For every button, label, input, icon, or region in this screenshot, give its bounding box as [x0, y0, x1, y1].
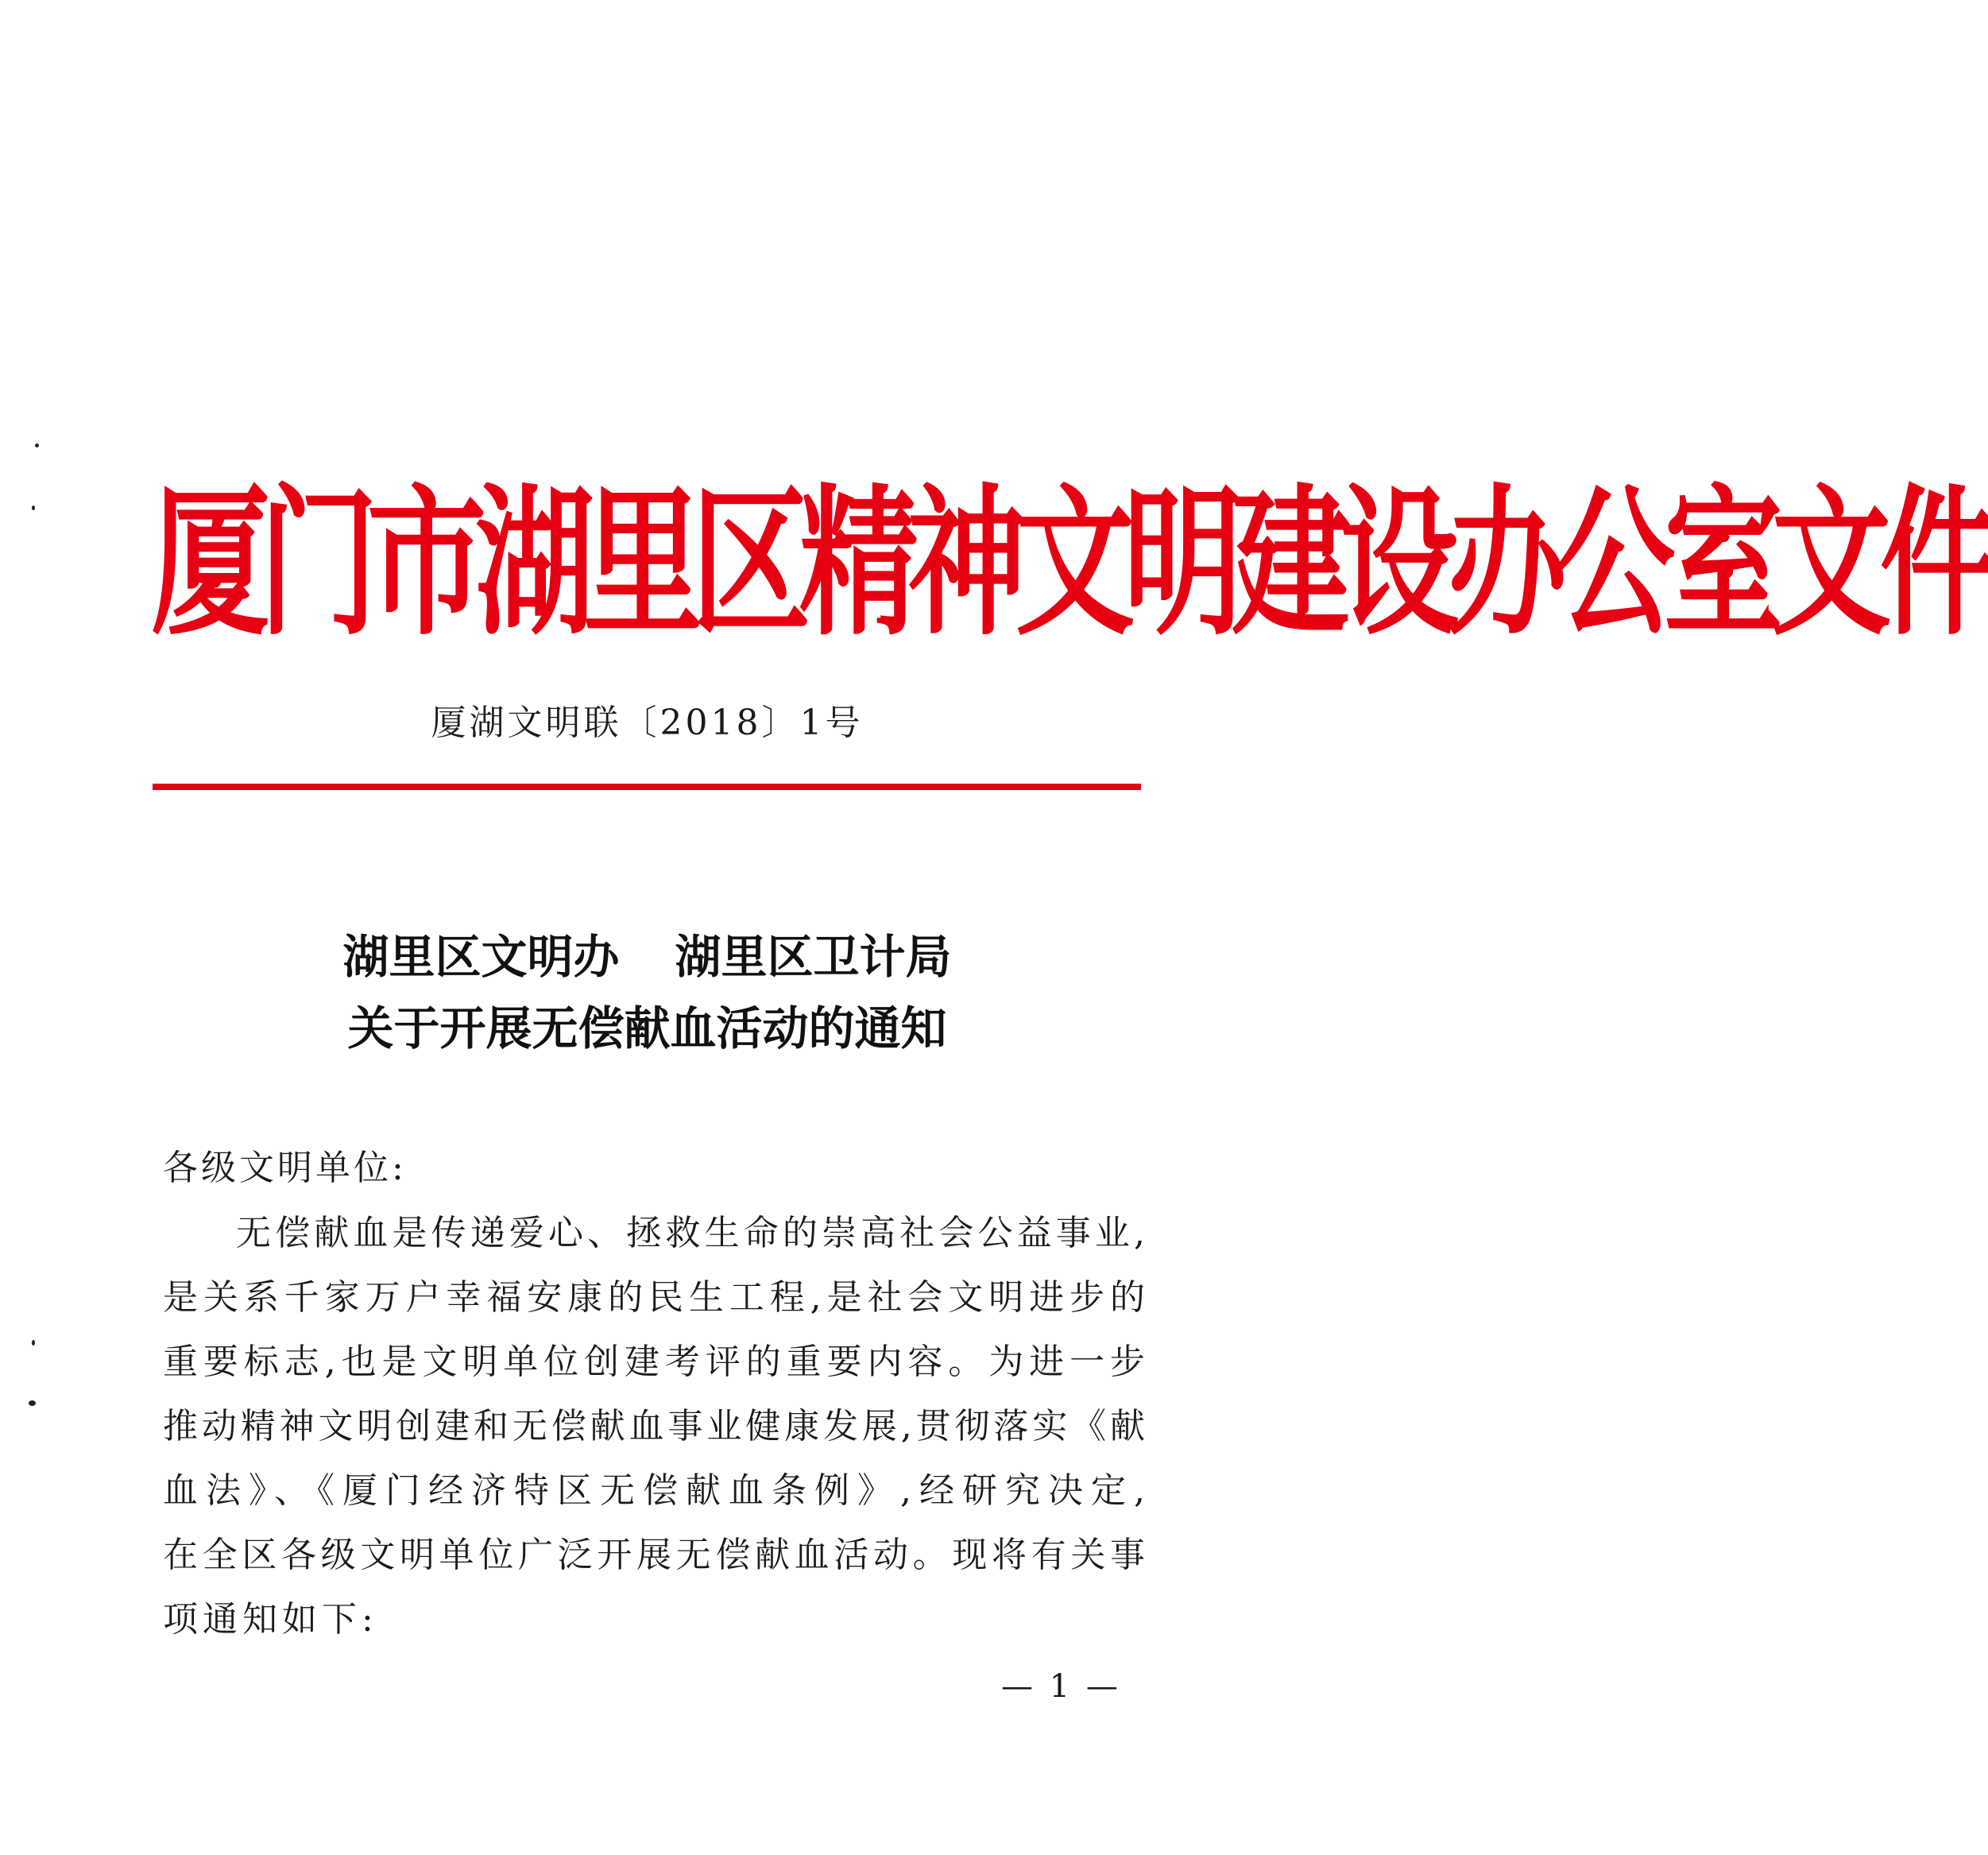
body-line: 项通知如下:: [163, 1599, 378, 1640]
notice-title-subject: 关于开展无偿献血活动的通知: [347, 1001, 947, 1055]
document-number: 厦湖文明联〔2018〕1号: [431, 703, 864, 743]
notice-title-issuers: [0, 925, 1294, 989]
issuer-name: 湖里区文明办: [342, 930, 620, 984]
body-line: 在全区各级文明单位广泛开展无偿献血活动。现将有关事: [163, 1535, 1145, 1575]
body-line: 是关系千家万户幸福安康的民生工程,是社会文明进步的: [163, 1277, 1145, 1318]
scan-speck: [29, 1400, 36, 1406]
body-line: 无偿献血是传递爱心、拯救生命的崇高社会公益事业,: [236, 1213, 1145, 1253]
body-line: 推动精神文明创建和无偿献血事业健康发展,贯彻落实《献: [163, 1406, 1145, 1446]
masthead-title: 厦门市湖里区精神文明建设办公室文件: [151, 471, 1988, 658]
salutation: 各级文明单位:: [163, 1148, 407, 1188]
scan-speck: [35, 443, 39, 447]
body-line: 血法》、《厦门经济特区无偿献血条例》,经研究决定,: [163, 1470, 1145, 1511]
page-number: — 1 —: [1001, 1668, 1121, 1705]
body-line: 重要标志,也是文明单位创建考评的重要内容。为进一步: [163, 1342, 1145, 1382]
scan-speck: [32, 1340, 35, 1346]
red-divider-line: [153, 784, 1141, 790]
scan-speck: [32, 505, 35, 510]
issuer-name: 湖里区卫计局: [675, 930, 952, 984]
